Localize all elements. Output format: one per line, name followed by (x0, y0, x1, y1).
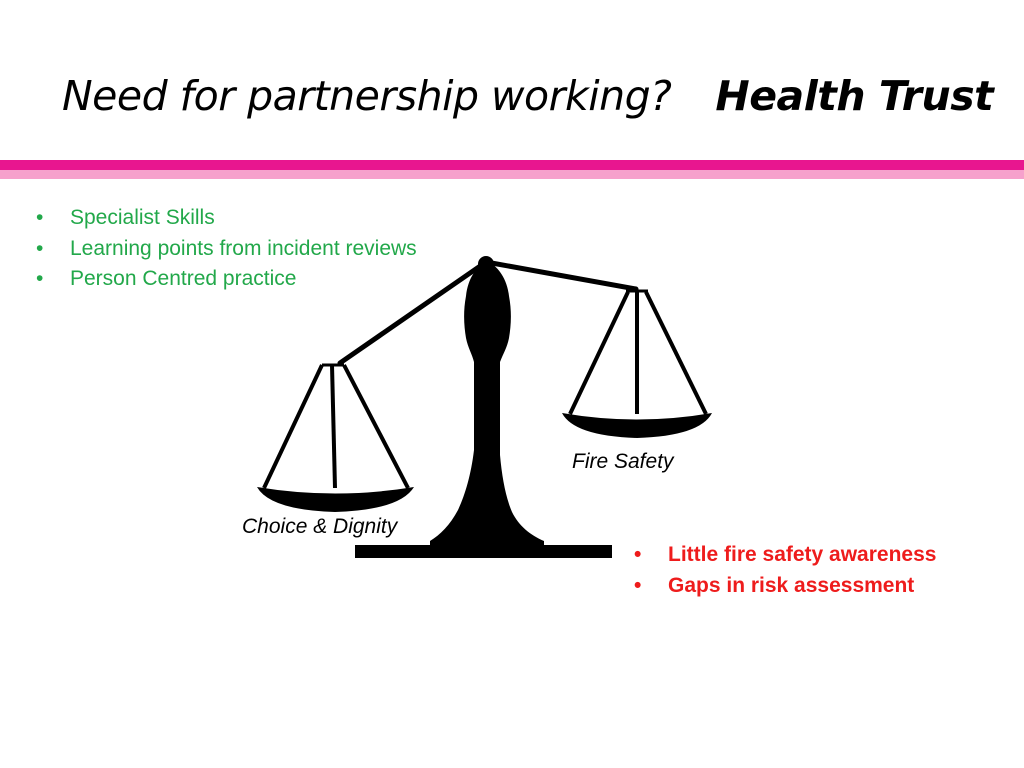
choice-dignity-label: Choice & Dignity (242, 515, 398, 538)
scale-pan-left (257, 365, 414, 512)
list-item: • Person Centred practice (34, 264, 417, 295)
partnership-benefits-list (34, 203, 417, 295)
list-item: • Little fire safety awareness (632, 540, 936, 571)
fire-risk-issues-list (632, 540, 936, 601)
scale-base (355, 545, 612, 558)
list-item: • Specialist Skills (34, 203, 417, 234)
fire-safety-label: Fire Safety (572, 450, 674, 473)
title-main: Need for partnership working? (62, 72, 672, 120)
scale-pan-right (562, 291, 712, 438)
scale-pillar (430, 262, 544, 548)
list-item: • Learning points from incident reviews (34, 234, 417, 265)
title-organisation: Health Trust (715, 72, 994, 120)
list-item: • Gaps in risk assessment (632, 571, 936, 602)
